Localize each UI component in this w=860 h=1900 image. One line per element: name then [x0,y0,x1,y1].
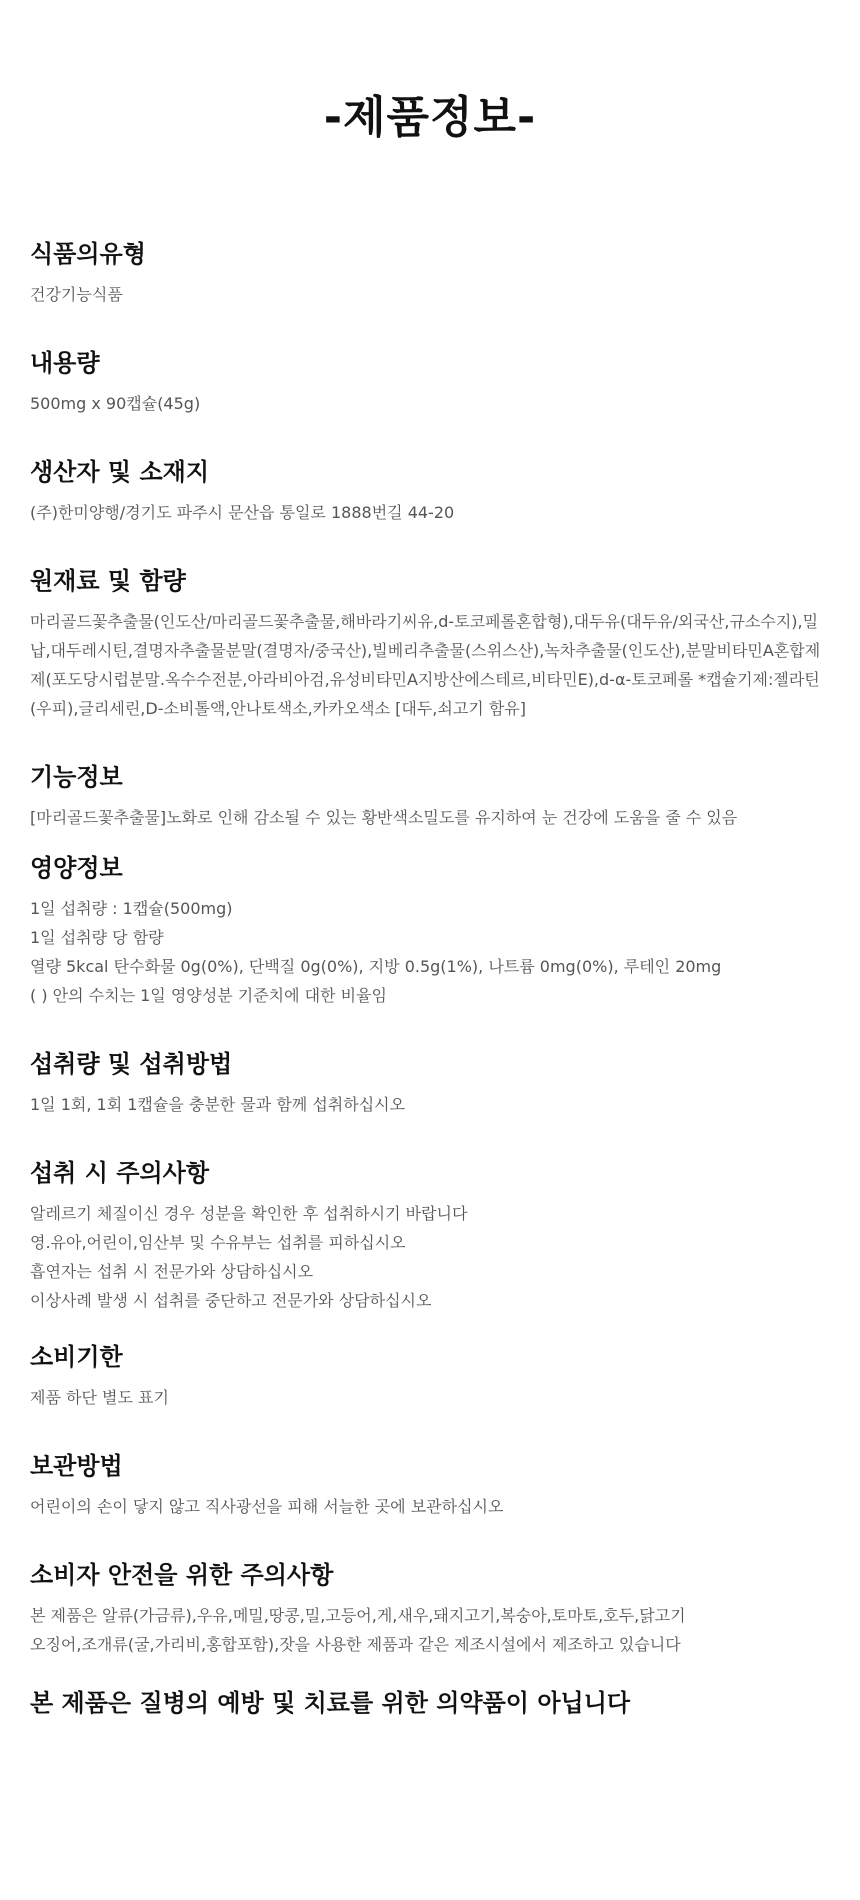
final-notice: 본 제품은 질병의 예방 및 치료를 위한 의약품이 아닙니다 [30,1689,631,1717]
section-heading: 섭취 시 주의사항 [30,1159,209,1187]
section-heading: 기능정보 [30,763,123,791]
section-nutrition [30,852,830,1010]
section-storage [30,1450,830,1521]
section-heading: 소비기한 [30,1343,123,1371]
section-line: 제품 하단 별도 표기 [30,1388,169,1407]
section-heading: 내용량 [30,349,100,377]
section-line: 흡연자는 섭취 시 전문가와 상담하십시오 [30,1262,314,1281]
section-line: [마리골드꽃추출물]노화로 인해 감소될 수 있는 황반색소밀도를 유지하여 눈 건강에 도움을 줄 수 있음 [30,808,738,827]
section-heading: 섭취량 및 섭취방법 [30,1050,233,1078]
section-line: 어린이의 손이 닿지 않고 직사광선을 피해 서늘한 곳에 보관하십시오 [30,1497,504,1516]
section-line: 본 제품은 알류(가금류),우유,메밀,땅콩,밀,고등어,게,새우,돼지고기,복숭아,토마토,호두,닭고기 [30,1606,686,1625]
section-ingredients [30,565,830,723]
section-line: 건강기능식품 [30,285,123,304]
section-heading: 소비자 안전을 위한 주의사항 [30,1561,334,1589]
section-paragraph: 마리골드꽃추출물(인도산/마리골드꽃추출물,해바라기씨유,d-토코페롤혼합형),대두유(대두유/외국산,규소수지),밀납,대두레시틴,결명자추출물분말(결명자/중국산),빌베리추출물(스위스산),녹차추출물(인도산),분말비타민A혼합제제(포도당시럽분말.옥수수전분,아라비아검,유성비타민A지방산에스테르,비타민E),d-α-토코페롤 *캡슐기제:젤라틴(우피),글리세린,D-소비톨액,안나토색소,카카오색소 [대두,쇠고기 함유] [30,612,821,718]
section-line: 오징어,조개류(굴,가리비,홍합포함),잣을 사용한 제품과 같은 제조시설에서 제조하고 있습니다 [30,1635,681,1654]
section-line: ( ) 안의 수치는 1일 영양성분 기준치에 대한 비율임 [30,986,388,1005]
section-heading: 원재료 및 함량 [30,567,186,595]
section-line: 1일 섭취량 당 함량 [30,928,164,947]
section-intake-method [30,1048,830,1119]
section-heading: 식품의유형 [30,240,146,268]
page-title: -제품정보- [323,92,537,143]
section-line: 열량 5kcal 탄수화물 0g(0%), 단백질 0g(0%), 지방 0.5g(1%), 나트륨 0mg(0%), 루테인 20mg [30,957,722,976]
section-line: (주)한미양행/경기도 파주시 문산읍 통일로 1888번길 44-20 [30,503,455,522]
section-heading: 생산자 및 소재지 [30,458,209,486]
section-line: 알레르기 체질이신 경우 성분을 확인한 후 섭취하시기 바랍니다 [30,1204,468,1223]
section-function-info [30,761,830,832]
section-line: 500mg x 90캡슐(45g) [30,394,201,413]
section-producer [30,456,830,527]
section-line: 1일 섭취량 : 1캡슐(500mg) [30,899,233,918]
section-heading: 보관방법 [30,1452,123,1480]
info-sections [30,238,830,1659]
section-consumer-safety [30,1559,830,1659]
section-line: 이상사례 발생 시 섭취를 중단하고 전문가와 상담하십시오 [30,1291,432,1310]
section-expiry [30,1341,830,1412]
section-line: 영.유아,어린이,임산부 및 수유부는 섭취를 피하십시오 [30,1233,406,1252]
section-line: 1일 1회, 1회 1캡슐을 충분한 물과 함께 섭취하십시오 [30,1095,406,1114]
section-food-type [30,238,830,309]
section-intake-cautions [30,1157,830,1315]
section-heading: 영양정보 [30,854,123,882]
section-volume [30,347,830,418]
